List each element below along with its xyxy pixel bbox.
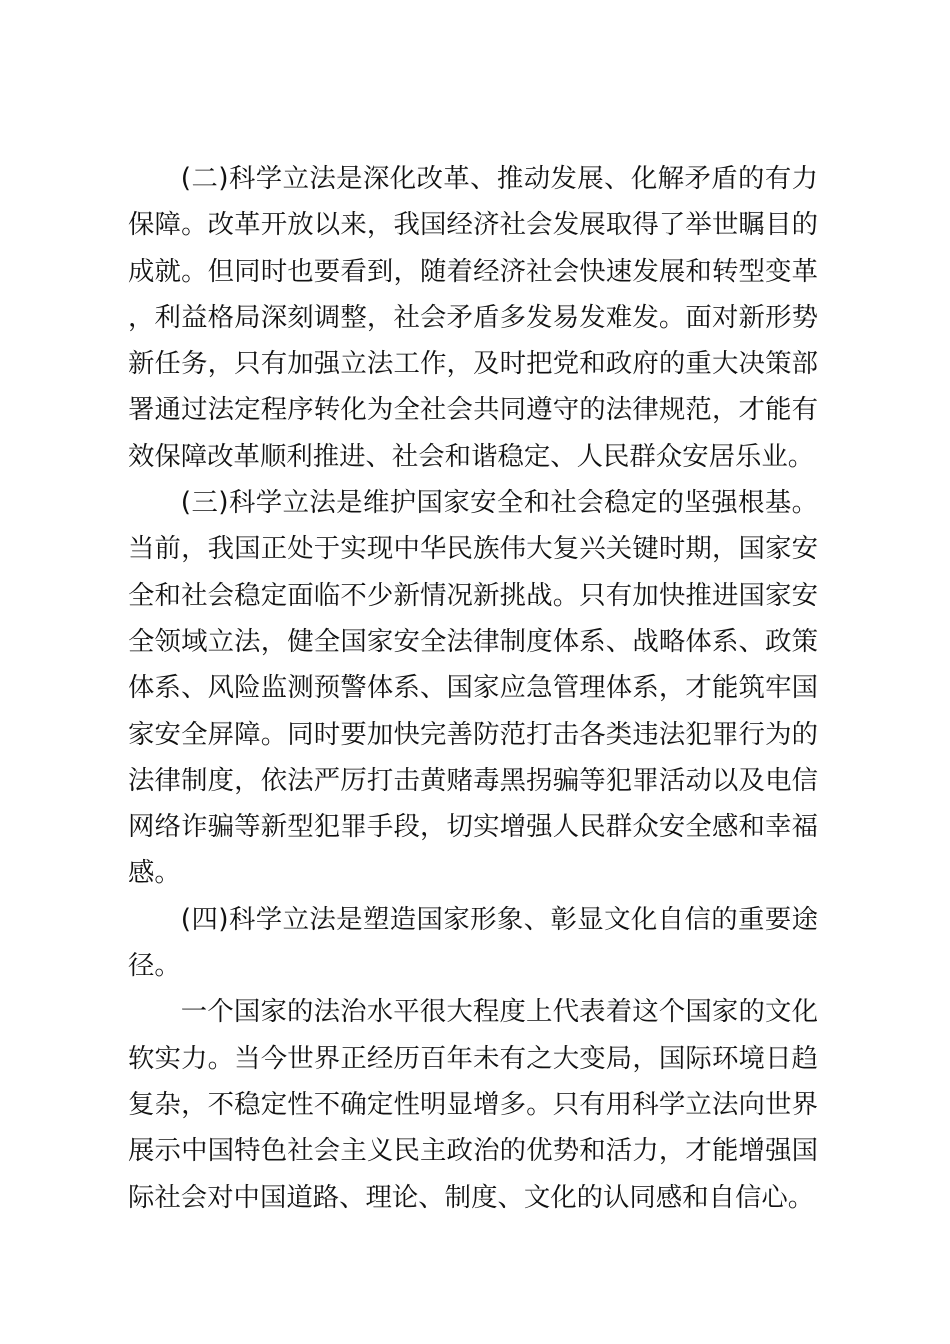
paragraph-section-four-body: 一个国家的法治水平很大程度上代表着这个国家的文化软实力。当今世界正经历百年未有之大变局，国际环境日趋复杂，不稳定性不确定性明显增多。只有用科学立法向世界展示中国特色社会主义民主政治的优势和活力，才能增强国际社会对中国道路、理论、制度、文化的认同感和自信心。	[128, 996, 818, 1213]
paragraph-section-four-heading: (四)科学立法是塑造国家形象、彰显文化自信的重要途径。	[128, 903, 818, 982]
paragraph-section-two: (二)科学立法是深化改革、推动发展、化解矛盾的有力保障。改革开放以来，我国经济社会发展取得了举世瞩目的成就。但同时也要看到，随着经济社会快速发展和转型变革，利益格局深刻调整，社会矛盾多发易发难发。面对新形势新任务，只有加强立法工作，及时把党和政府的重大决策部署通过法定程序转化为全社会共同遵守的法律规范，才能有效保障改革顺利推进、社会和谐稳定、人民群众安居乐业。	[128, 163, 818, 472]
document-body	[128, 156, 818, 1221]
paragraph-section-three: (三)科学立法是维护国家安全和社会稳定的坚强根基。当前，我国正处于实现中华民族伟大复兴关键时期，国家安全和社会稳定面临不少新情况新挑战。只有加快推进国家安全领域立法，健全国家安全法律制度体系、战略体系、政策体系、风险监测预警体系、国家应急管理体系，才能筑牢国家安全屏障。同时要加快完善防范打击各类违法犯罪行为的法律制度，依法严厉打击黄赌毒黑拐骗等犯罪活动以及电信网络诈骗等新型犯罪手段，切实增强人民群众安全感和幸福感。	[128, 487, 818, 889]
